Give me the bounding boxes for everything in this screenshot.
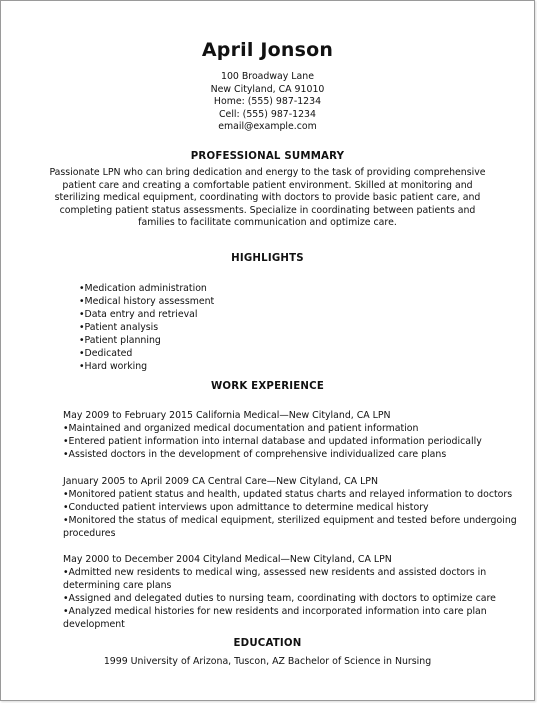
summary-text: Passionate LPN who can bring dedication and energy to the task of providing comprehensive patient care and creating a comfortable patient environment. Skilled at monitoring and sterilizing medical equipment, coordinating with doctors to provide basic patient care, and completing patient status assessments. Specialize in coordinating between patients and families to facilitate communication and optimize care. <box>49 167 486 229</box>
job-bullets <box>63 566 529 631</box>
list-item: • Medication administration <box>79 282 214 295</box>
list-item: • Patient planning <box>79 334 214 347</box>
contact-block <box>1 71 534 134</box>
list-item: • Maintained and organized medical documentation and patient information <box>63 422 529 435</box>
experience-heading: WORK EXPERIENCE <box>211 381 324 392</box>
home-phone: Home: (555) 987-1234 <box>213 96 322 108</box>
highlights-list <box>79 282 214 373</box>
job-title: January 2005 to April 2009 CA Central Care—New Cityland, CA LPN <box>63 476 378 487</box>
list-item: • Dedicated <box>79 347 214 360</box>
list-item: • Entered patient information into internal database and updated information periodically <box>63 435 529 448</box>
email-address: email@example.com <box>218 121 317 133</box>
candidate-name: April Jonson <box>201 39 334 61</box>
summary-heading: PROFESSIONAL SUMMARY <box>190 151 345 162</box>
list-item: • Hard working <box>79 360 214 373</box>
job-title: May 2009 to February 2015 California Medical—New Cityland, CA LPN <box>63 410 391 421</box>
education-entry: 1999 University of Arizona, Tuscon, AZ Bachelor of Science in Nursing <box>103 656 432 667</box>
job-entry <box>63 553 529 631</box>
job-entry <box>63 475 529 540</box>
job-bullets <box>63 488 529 540</box>
list-item: • Admitted new residents to medical wing, assessed new residents and assisted doctors in determining care plans <box>63 566 529 592</box>
list-item: • Monitored the status of medical equipment, sterilized equipment and tested before undergoing procedures <box>63 514 529 540</box>
list-item: • Medical history assessment <box>79 295 214 308</box>
city-line: New Cityland, CA 91010 <box>210 83 325 95</box>
address-line: 100 Broadway Lane <box>220 71 314 82</box>
list-item: • Assisted doctors in the development of comprehensive individualized care plans <box>63 448 529 461</box>
list-item: • Patient analysis <box>79 321 214 334</box>
job-bullets <box>63 422 529 461</box>
highlights-heading: HIGHLIGHTS <box>231 253 304 264</box>
job-title: May 2000 to December 2004 Cityland Medical—New Cityland, CA LPN <box>63 554 392 565</box>
list-item: • Analyzed medical histories for new residents and incorporated information into care plan development <box>63 605 529 631</box>
education-heading: EDUCATION <box>233 638 302 649</box>
list-item: • Conducted patient interviews upon admittance to determine medical history <box>63 501 529 514</box>
list-item: • Assigned and delegated duties to nursing team, coordinating with doctors to optimize care <box>63 592 529 605</box>
job-entry <box>63 409 529 461</box>
cell-phone: Cell: (555) 987-1234 <box>219 108 316 120</box>
list-item: • Monitored patient status and health, updated status charts and relayed information to doctors <box>63 488 529 501</box>
list-item: • Data entry and retrieval <box>79 308 214 321</box>
